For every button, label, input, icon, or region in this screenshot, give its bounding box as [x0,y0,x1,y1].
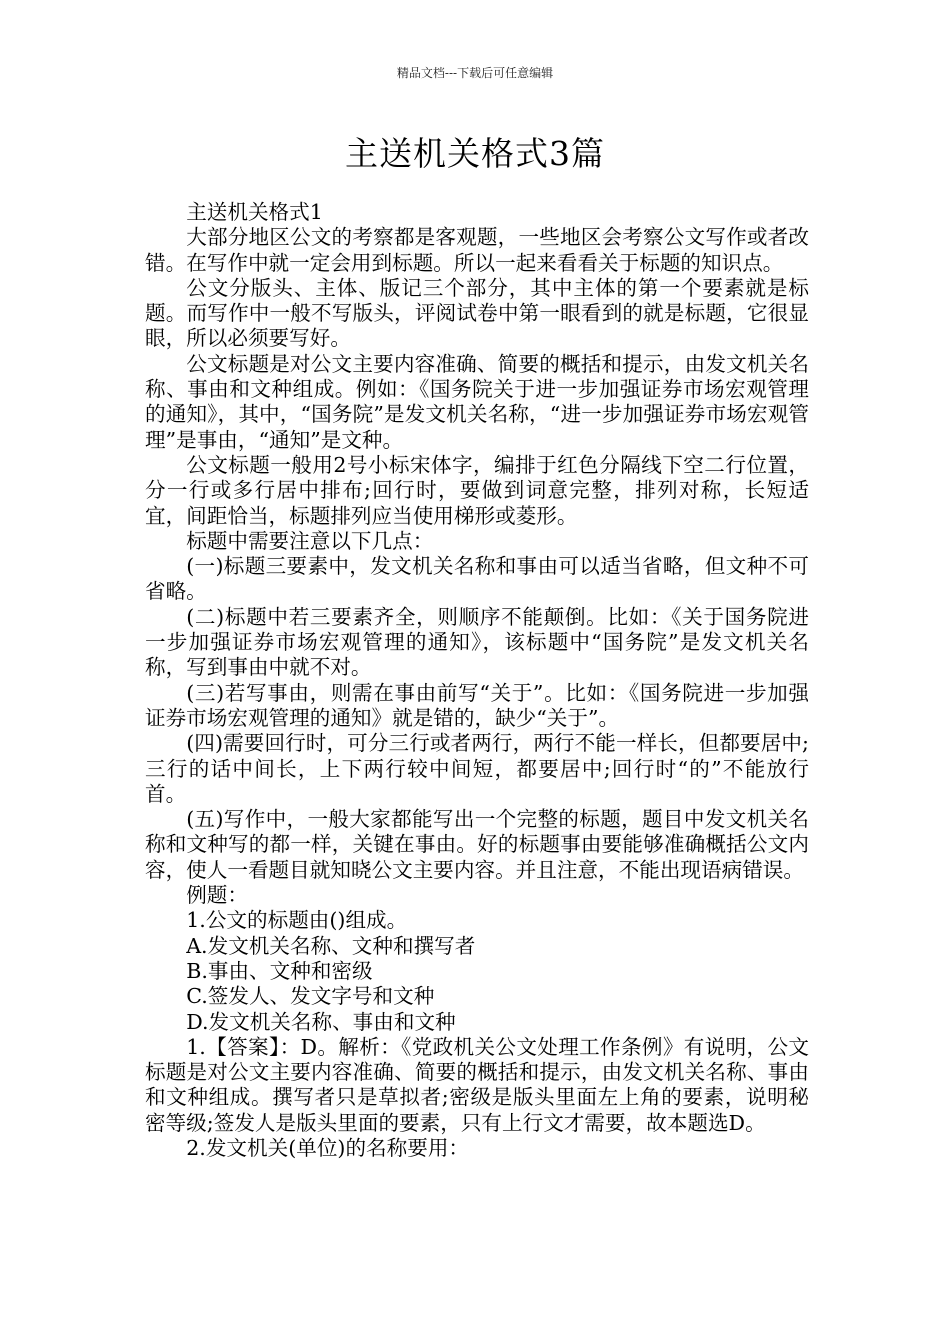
paragraph: 大部分地区公文的考察都是客观题，一些地区会考察公文写作或者改错。在写作中就一定会用到标题。所以一起来看看关于标题的知识点。 [145,225,809,275]
document-title: 主送机关格式3篇 [345,134,605,173]
list-item: (一)标题三要素中，发文机关名称和事由可以适当省略，但文种不可省略。 [145,554,809,604]
section-heading: 主送机关格式1 [186,200,323,224]
example-heading: 例题： [186,883,248,908]
answer: 1.【答案】：D。解析：《党政机关公文处理工作条例》有说明，公文标题是对公文主要内容准确、简要的概括和提示，由发文机关名称、事由和文种组成。撰写者只是草拟者;密级是版头里面左上角的要素，说明秘密等级;签发人是版头里面的要素，只有上行文才需要，故本题选D。 [145,1034,809,1135]
list-item: (四)需要回行时，可分三行或者两行，两行不能一样长，但都要居中;三行的话中间长，上下两行较中间短，都要居中;回行时“的”不能放行首。 [145,731,809,806]
option: A.发文机关名称、文种和撰写者 [186,933,476,958]
paragraph: 公文分版头、主体、版记三个部分，其中主体的第一个要素就是标题。而写作中一般不写版头，评阅试卷中第一眼看到的就是标题，它很显眼，所以必须要写好。 [145,275,809,351]
question: 2.发文机关(单位)的名称要用： [186,1135,470,1160]
paragraph: 公文标题一般用2号小标宋体字，编排于红色分隔线下空二行位置，分一行或多行居中排布;回行时，要做到词意完整，排列对称，长短适宜，间距恰当，标题排列应当使用梯形或菱形。 [145,452,809,528]
list-item: (三)若写事由，则需在事由前写“关于”。比如：《国务院进一步加强证券市场宏观管理的通知》就是错的，缺少“关于”。 [145,680,809,730]
option: C.签发人、发文字号和文种 [186,984,435,1009]
question: 1.公文的标题由()组成。 [186,908,408,933]
page-header: 精品文档---下载后可任意编辑 [396,66,554,80]
option: D.发文机关名称、事由和文种 [186,1009,456,1034]
paragraph: 公文标题是对公文主要内容准确、简要的概括和提示，由发文机关名称、事由和文种组成。例如：《国务院关于进一步加强证券市场宏观管理的通知》，其中，“国务院”是发文机关名称，“进一步加强证券市场宏观管理”是事由，“通知”是文种。 [145,351,809,452]
list-item: (五)写作中，一般大家都能写出一个完整的标题，题目中发文机关名称和文种写的都一样，关键在事由。好的标题事由要能够准确概括公文内容，使人一看题目就知晓公文主要内容。并且注意，不能出现语病错误。 [145,807,809,882]
option: B.事由、文种和密级 [186,958,373,983]
document-body [145,200,809,1161]
list-item: (二)标题中若三要素齐全，则顺序不能颠倒。比如：《关于国务院进一步加强证券市场宏观管理的通知》，该标题中“国务院”是发文机关名称，写到事由中就不对。 [145,604,809,680]
paragraph: 标题中需要注意以下几点： [186,528,434,553]
